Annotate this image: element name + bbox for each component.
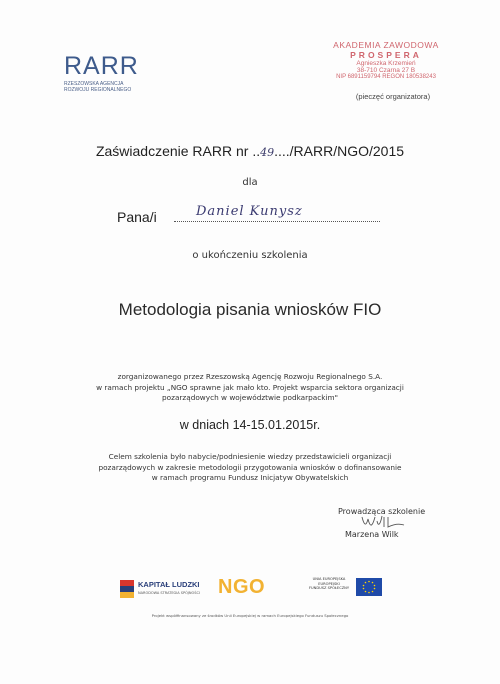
logo-name: RARR: [64, 52, 139, 80]
eu-flag-icon: [356, 578, 382, 596]
organizer-line-3: pozarządowych w województwie podkarpackim": [162, 393, 338, 402]
logo-subtitle-line-2: ROZWOJU REGIONALNEGO: [64, 87, 132, 93]
stamp-line-1: AKADEMIA ZAWODOWA: [333, 40, 439, 50]
eu-line-1: UNIA EUROPEJSKA: [312, 577, 346, 581]
logo-subtitle-line-1: RZESZOWSKA AGENCJA: [64, 81, 124, 87]
title-prefix: Zaświadczenie RARR nr: [95, 143, 253, 159]
title-suffix: ..../RARR/NGO/2015: [274, 143, 405, 159]
recipient-dotted-line: [174, 220, 380, 222]
course-title: Metodologia pisania wniosków FIO: [118, 300, 382, 319]
stamp-line-4: 38-710 Czarna 27 B: [356, 67, 416, 74]
organizer-stamp: [318, 40, 454, 80]
organizer-line-2: w ramach projektu „NGO sprawne jak mało kto. Projekt wsparcia sektora organizacji: [96, 382, 404, 392]
purpose-line-2: pozarządowych w zakresie metodologii przygotowania wniosków o dofinansowanie: [98, 462, 402, 472]
kapital-ludzki-title: KAPITAŁ LUDZKI: [138, 580, 200, 589]
certificate-number: 49: [260, 146, 275, 159]
eu-line-3: FUNDUSZ SPOŁECZNY: [308, 586, 350, 591]
purpose-line-1: Celem szkolenia było nabycie/podniesienie wiedzy przedstawicieli organizacji: [108, 452, 392, 461]
purpose-line-3: w ramach programu Fundusz Inicjatyw Obywatelskich: [151, 473, 349, 482]
for-label: dla: [242, 177, 258, 188]
logo-subtitle: [64, 81, 134, 93]
organizer-paragraph: [0, 372, 500, 404]
kapital-ludzki-subtitle: NARODOWA STRATEGIA SPÓJNOŚCI: [138, 591, 200, 595]
eu-line-2: EUROPEJSKI: [318, 581, 340, 586]
completion-label: o ukończeniu szkolenia: [192, 250, 308, 261]
stamp-line-3: Agnieszka Krzemień: [356, 60, 416, 67]
kapital-ludzki-flag-icon: [120, 580, 134, 598]
salutation: Pana/i: [117, 209, 157, 225]
stamp-note: (pieczęć organizatora): [355, 92, 431, 101]
rarr-logo: [64, 52, 139, 93]
kapital-ludzki-logo: [120, 578, 200, 604]
signature-name: Marzena Wilk: [345, 530, 399, 539]
course-dates: w dniach 14-15.01.2015r.: [179, 418, 321, 432]
footer-footnote: Projekt współfinansowany ze środków Unii Europejskiej w ramach Europejskiego Funduszu Społecznego: [151, 613, 349, 618]
handwritten-signature: [358, 513, 408, 531]
organizer-line-1: zorganizowanego przez Rzeszowską Agencję Rozwoju Regionalnego S.A.: [117, 372, 383, 381]
eu-text: [306, 577, 352, 591]
purpose-paragraph: [0, 452, 500, 484]
title-number-dots: ..: [252, 143, 261, 159]
recipient-name: Daniel Kunysz: [196, 204, 303, 219]
ngo-logo: NGO: [218, 576, 266, 598]
certificate-title: [0, 143, 500, 159]
stamp-line-2: PROSPERA: [350, 50, 422, 60]
eu-logo: [306, 577, 386, 599]
stamp-line-5: NIP 6891159794 REGON 180538243: [336, 74, 436, 80]
signature-label: Prowadząca szkolenie: [338, 507, 426, 516]
